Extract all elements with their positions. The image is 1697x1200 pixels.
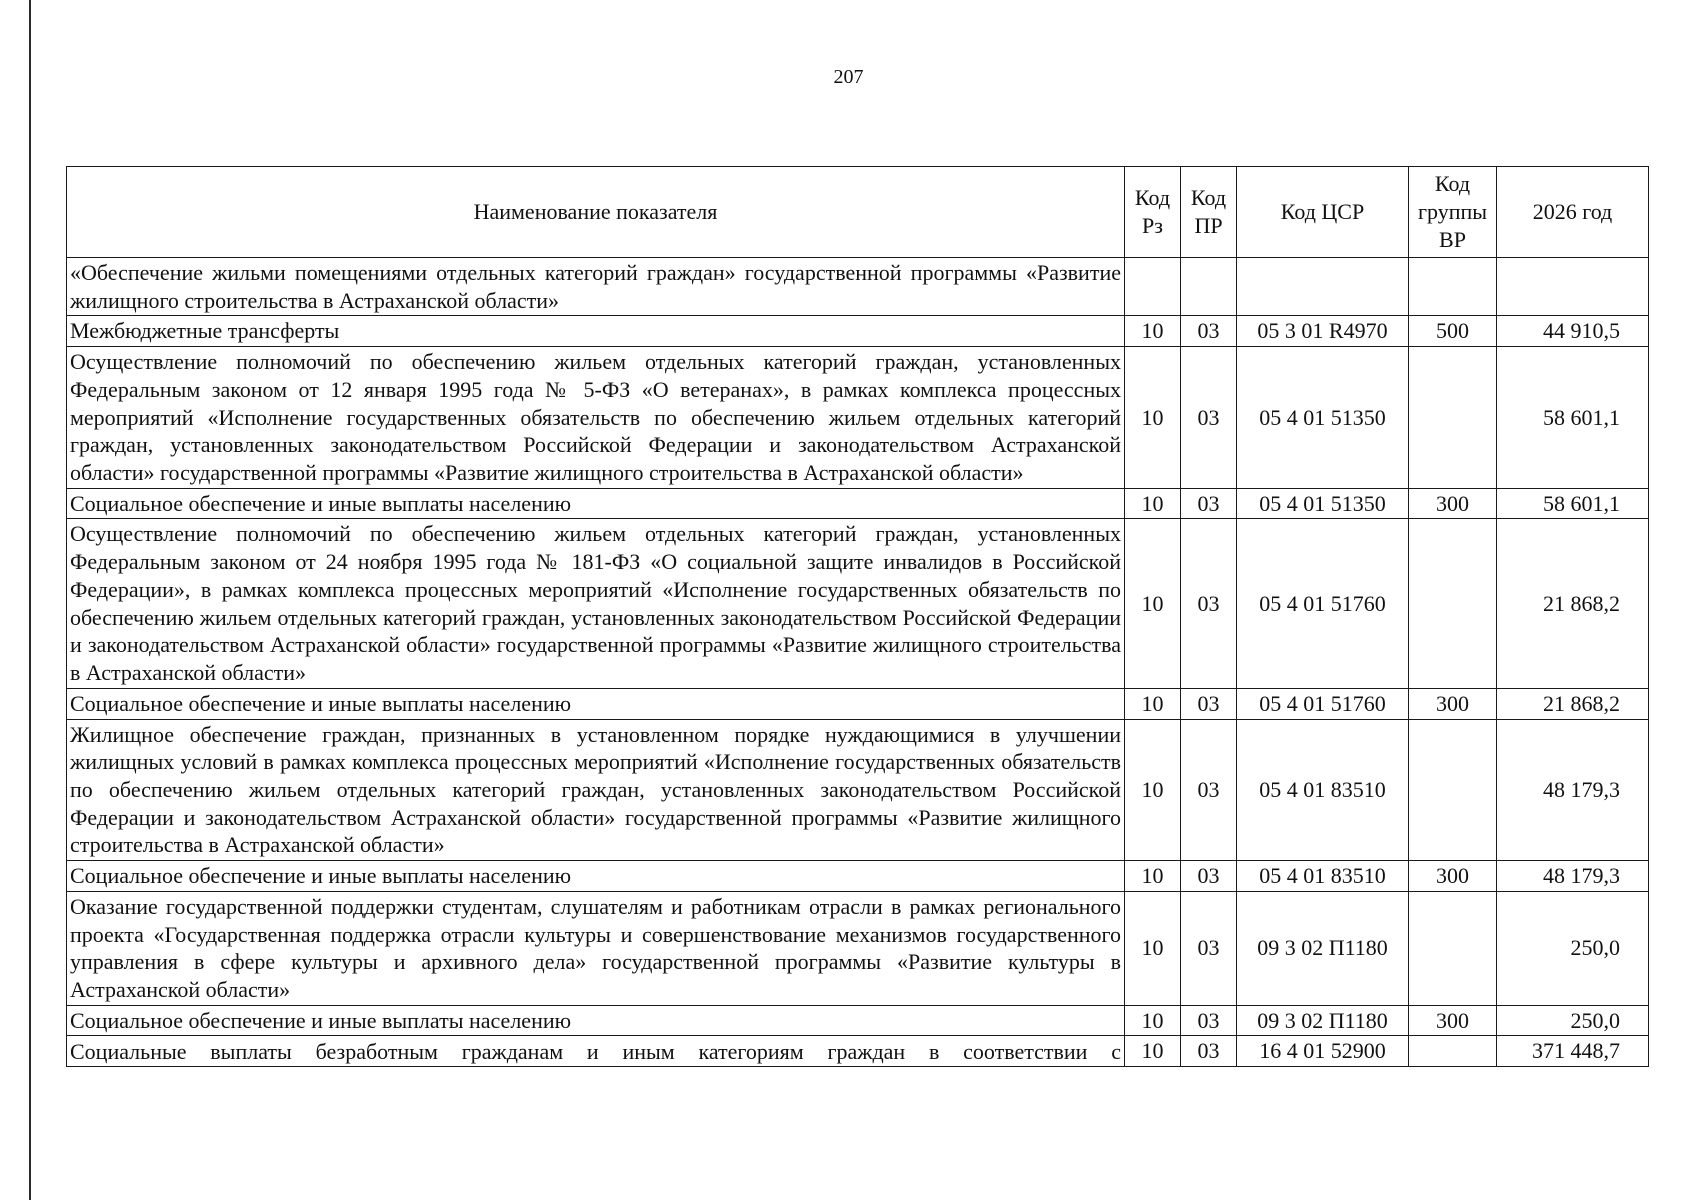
row-rz: 10 xyxy=(1125,488,1181,519)
table-row xyxy=(67,258,1649,316)
row-name: Оказание государственной поддержки студентам, слушателям и работникам отрасли в рамках регионального проекта «Государственная поддержка отрасли культуры и совершенствование механизмов государственного управления в сфере культуры и архивного дела» государственной программы «Развитие культуры в Астраханской области» xyxy=(67,891,1125,1005)
table-row xyxy=(67,519,1649,688)
row-rz: 10 xyxy=(1125,1005,1181,1036)
row-vr xyxy=(1409,258,1497,316)
row-pr: 03 xyxy=(1181,891,1237,1005)
table-row xyxy=(67,316,1649,347)
row-vr: 300 xyxy=(1409,861,1497,892)
header-csr: Код ЦСР xyxy=(1237,167,1409,258)
row-vr xyxy=(1409,347,1497,489)
table-row xyxy=(67,861,1649,892)
row-vr xyxy=(1409,519,1497,688)
row-vr xyxy=(1409,891,1497,1005)
page-margin-line xyxy=(29,0,31,1200)
row-pr: 03 xyxy=(1181,719,1237,861)
row-name: Межбюджетные трансферты xyxy=(67,316,1125,347)
row-csr: 05 4 01 51350 xyxy=(1237,488,1409,519)
row-csr: 05 3 01 R4970 xyxy=(1237,316,1409,347)
row-csr: 05 4 01 51350 xyxy=(1237,347,1409,489)
table-row xyxy=(67,688,1649,719)
row-pr: 03 xyxy=(1181,1005,1237,1036)
row-csr: 05 4 01 83510 xyxy=(1237,719,1409,861)
row-csr: 09 3 02 П1180 xyxy=(1237,891,1409,1005)
row-amount: 58 601,1 xyxy=(1497,488,1649,519)
row-pr: 03 xyxy=(1181,688,1237,719)
row-rz: 10 xyxy=(1125,316,1181,347)
row-pr: 03 xyxy=(1181,519,1237,688)
header-pr: Код ПР xyxy=(1181,167,1237,258)
row-rz: 10 xyxy=(1125,861,1181,892)
row-csr: 05 4 01 51760 xyxy=(1237,688,1409,719)
row-amount: 371 448,7 xyxy=(1497,1036,1649,1067)
row-vr: 300 xyxy=(1409,688,1497,719)
row-csr xyxy=(1237,258,1409,316)
row-amount: 250,0 xyxy=(1497,891,1649,1005)
row-amount xyxy=(1497,258,1649,316)
page-number: 207 xyxy=(833,66,864,88)
row-name: Жилищное обеспечение граждан, признанных в установленном порядке нуждающимися в улучшении жилищных условий в рамках комплекса процессных мероприятий «Исполнение государственных обязательств по обеспечению жильем отдельных категорий граждан, установленных законодательством Российской Федерации и законодательством Астраханской области» государственной программы «Развитие жилищного строительства в Астраханской области» xyxy=(67,719,1125,861)
row-csr: 05 4 01 51760 xyxy=(1237,519,1409,688)
header-vr: Код группы ВР xyxy=(1409,167,1497,258)
row-amount: 250,0 xyxy=(1497,1005,1649,1036)
row-amount: 48 179,3 xyxy=(1497,719,1649,861)
table-row xyxy=(67,488,1649,519)
row-rz: 10 xyxy=(1125,719,1181,861)
row-name: Социальное обеспечение и иные выплаты населению xyxy=(67,488,1125,519)
row-name: Социальное обеспечение и иные выплаты населению xyxy=(67,861,1125,892)
table-row xyxy=(67,891,1649,1005)
table-row xyxy=(67,347,1649,489)
row-name: Социальное обеспечение и иные выплаты населению xyxy=(67,1005,1125,1036)
table-row xyxy=(67,1036,1649,1067)
table-row xyxy=(67,1005,1649,1036)
row-amount: 44 910,5 xyxy=(1497,316,1649,347)
row-pr: 03 xyxy=(1181,1036,1237,1067)
row-name: Осуществление полномочий по обеспечению жильем отдельных категорий граждан, установленных Федеральным законом от 24 ноября 1995 года № 181-ФЗ «О социальной защите инвалидов в Российской Федерации», в рамках комплекса процессных мероприятий «Исполнение государственных обязательств по обеспечению жильем отдельных категорий граждан, установленных законодательством Российской Федерации и законодательством Астраханской области» государственной программы «Развитие жилищного строительства в Астраханской области» xyxy=(67,519,1125,688)
row-rz: 10 xyxy=(1125,1036,1181,1067)
row-pr: 03 xyxy=(1181,488,1237,519)
row-csr: 05 4 01 83510 xyxy=(1237,861,1409,892)
table-row xyxy=(67,719,1649,861)
row-rz: 10 xyxy=(1125,688,1181,719)
header-name: Наименование показателя xyxy=(67,167,1125,258)
row-name: Осуществление полномочий по обеспечению жильем отдельных категорий граждан, установленных Федеральным законом от 12 января 1995 года № 5-ФЗ «О ветеранах», в рамках комплекса процессных мероприятий «Исполнение государственных обязательств по обеспечению жильем отдельных категорий граждан, установленных законодательством Российской Федерации и законодательством Астраханской области» государственной программы «Развитие жилищного строительства в Астраханской области» xyxy=(67,347,1125,489)
row-vr: 500 xyxy=(1409,316,1497,347)
row-vr xyxy=(1409,719,1497,861)
row-name-text: Социальные выплаты безработным гражданам и иным категориям граждан в соответствии с xyxy=(70,1039,1121,1065)
row-vr: 300 xyxy=(1409,488,1497,519)
row-pr: 03 xyxy=(1181,347,1237,489)
row-vr: 300 xyxy=(1409,1005,1497,1036)
row-rz xyxy=(1125,258,1181,316)
row-pr: 03 xyxy=(1181,861,1237,892)
row-pr: 03 xyxy=(1181,316,1237,347)
row-amount: 21 868,2 xyxy=(1497,688,1649,719)
row-rz: 10 xyxy=(1125,347,1181,489)
header-rz: Код Рз xyxy=(1125,167,1181,258)
row-name xyxy=(67,1036,1125,1067)
row-name: Социальное обеспечение и иные выплаты населению xyxy=(67,688,1125,719)
row-name: «Обеспечение жильми помещениями отдельных категорий граждан» государственной программы «Развитие жилищного строительства в Астраханской области» xyxy=(67,258,1125,316)
row-amount: 21 868,2 xyxy=(1497,519,1649,688)
row-rz: 10 xyxy=(1125,519,1181,688)
header-year: 2026 год xyxy=(1497,167,1649,258)
row-rz: 10 xyxy=(1125,891,1181,1005)
row-csr: 16 4 01 52900 xyxy=(1237,1036,1409,1067)
row-amount: 48 179,3 xyxy=(1497,861,1649,892)
budget-table xyxy=(66,166,1649,1067)
row-vr xyxy=(1409,1036,1497,1067)
row-amount: 58 601,1 xyxy=(1497,347,1649,489)
table-header-row xyxy=(67,167,1649,258)
row-pr xyxy=(1181,258,1237,316)
row-csr: 09 3 02 П1180 xyxy=(1237,1005,1409,1036)
